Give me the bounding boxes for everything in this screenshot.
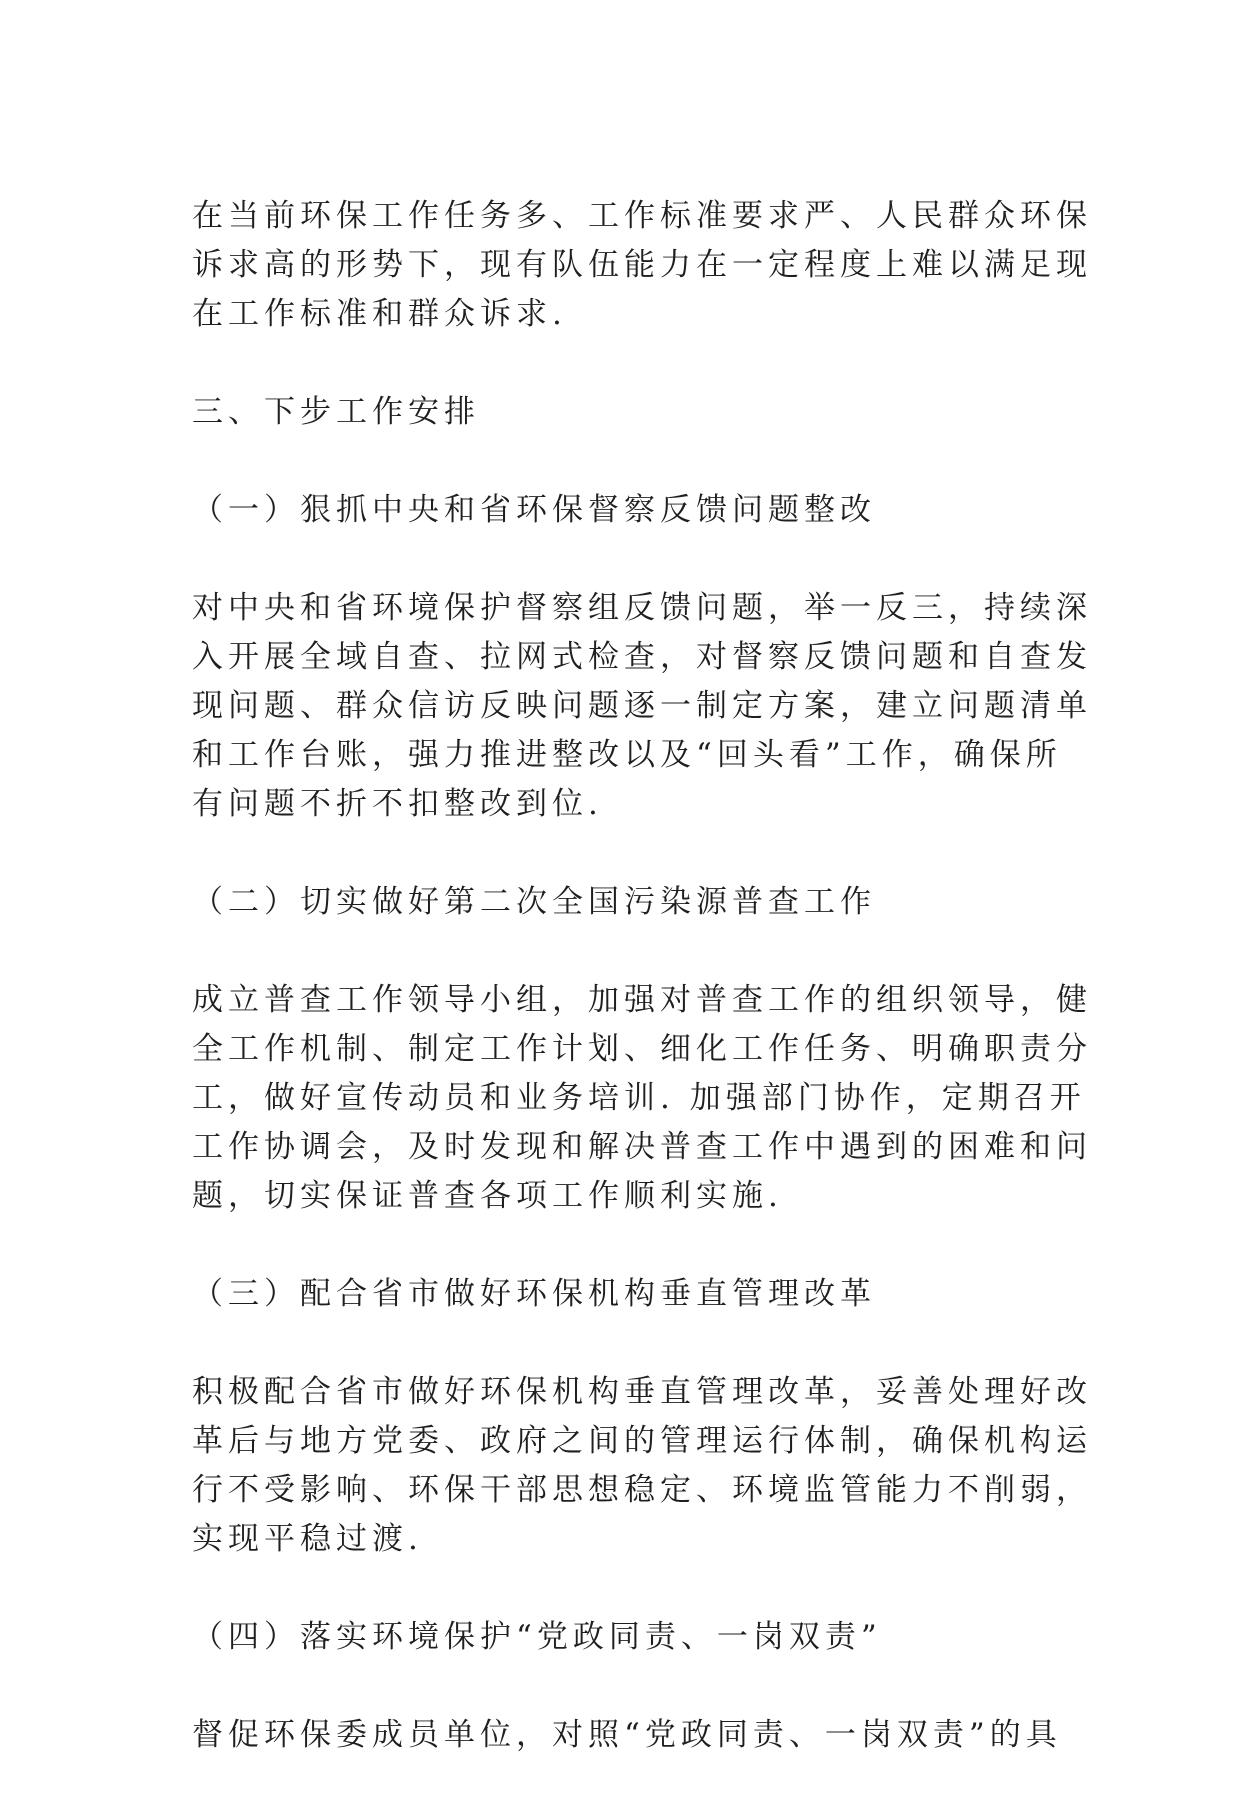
paragraph-inspection-rectification bbox=[192, 584, 1092, 829]
text-line: 革后与地方党委、政府之间的管理运行体制，确保机构运 bbox=[192, 1423, 1092, 1459]
text-line: 和工作台账，强力推进整改以及“回头看”工作，确保所 bbox=[192, 737, 1062, 773]
text-line: 有问题不折不扣整改到位. bbox=[192, 786, 603, 822]
text-line: 现问题、群众信访反映问题逐一制定方案，建立问题清单 bbox=[192, 688, 1092, 724]
text-line: 诉求高的形势下，现有队伍能力在一定程度上难以满足现 bbox=[192, 247, 1092, 283]
text-line: 行不受影响、环保干部思想稳定、环境监管能力不削弱， bbox=[192, 1472, 1092, 1508]
heading-text: （二）切实做好第二次全国污染源普查工作 bbox=[192, 884, 876, 920]
subsection-heading-4 bbox=[192, 1613, 1062, 1662]
document-body bbox=[192, 192, 1092, 1809]
text-line: 成立普查工作领导小组，加强对普查工作的组织领导，健 bbox=[192, 982, 1092, 1018]
text-line: 工，做好宣传动员和业务培训. 加强部门协作，定期召开 bbox=[192, 1080, 1086, 1116]
text-line: 全工作机制、制定工作计划、细化工作任务、明确职责分 bbox=[192, 1031, 1092, 1067]
text-line: 积极配合省市做好环保机构垂直管理改革，妥善处理好改 bbox=[192, 1374, 1092, 1410]
text-line: 督促环保委成员单位，对照“党政同责、一岗双责”的具 bbox=[192, 1717, 1062, 1753]
heading-text: （三）配合省市做好环保机构垂直管理改革 bbox=[192, 1276, 876, 1312]
heading-text: （四）落实环境保护“党政同责、一岗双责” bbox=[192, 1619, 882, 1655]
text-line: 工作协调会，及时发现和解决普查工作中遇到的困难和问 bbox=[192, 1129, 1092, 1165]
text-line: 入开展全域自查、拉网式检查，对督察反馈问题和自查发 bbox=[192, 639, 1092, 675]
paragraph-responsibility bbox=[192, 1711, 1062, 1760]
text-line: 题，切实保证普查各项工作顺利实施. bbox=[192, 1178, 783, 1214]
section-heading bbox=[192, 388, 1062, 437]
subsection-heading-1 bbox=[192, 486, 1062, 535]
heading-text: （一）狠抓中央和省环保督察反馈问题整改 bbox=[192, 492, 876, 528]
subsection-heading-2 bbox=[192, 878, 1062, 927]
paragraph-workload bbox=[192, 192, 1092, 339]
paragraph-pollution-census bbox=[192, 976, 1092, 1221]
paragraph-vertical-management bbox=[192, 1368, 1092, 1564]
heading-text: 三、下步工作安排 bbox=[192, 394, 480, 430]
subsection-heading-3 bbox=[192, 1270, 1062, 1319]
text-line: 在工作标准和群众诉求. bbox=[192, 296, 567, 332]
text-line: 在当前环保工作任务多、工作标准要求严、人民群众环保 bbox=[192, 198, 1092, 234]
text-line: 对中央和省环境保护督察组反馈问题，举一反三，持续深 bbox=[192, 590, 1092, 626]
text-line: 实现平稳过渡. bbox=[192, 1521, 423, 1557]
